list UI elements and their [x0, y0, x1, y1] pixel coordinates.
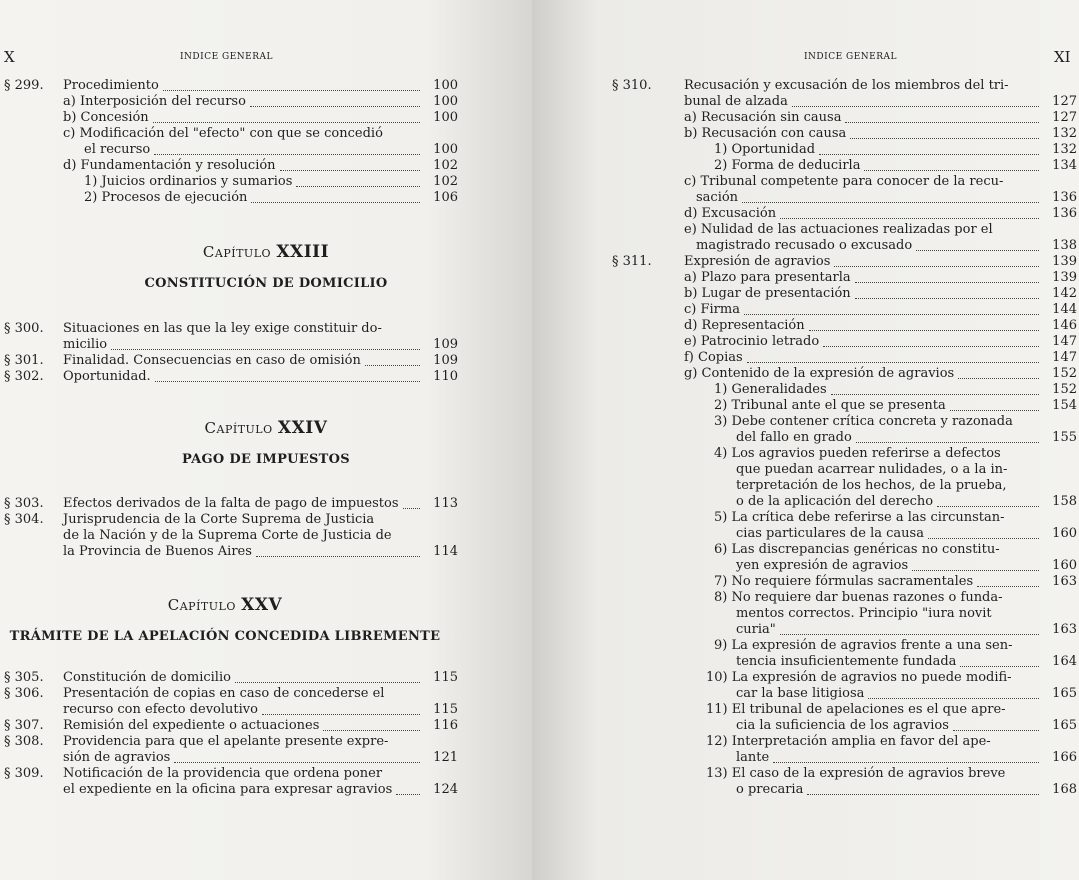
- toc-entry-text: d) Excusación: [684, 206, 777, 221]
- leader-dots: [163, 89, 420, 91]
- toc-entry-text: 5) La crítica debe referirse a las circunstan-: [714, 510, 1005, 525]
- toc-entry-text: curia": [736, 622, 776, 637]
- toc-entry-text: micilio: [63, 337, 108, 352]
- section-number: § 299.: [4, 78, 44, 93]
- leader-dots: [154, 153, 420, 155]
- toc-entry-text: recurso con efecto devolutivo: [63, 702, 258, 717]
- toc-entry-text: Jurisprudencia de la Corte Suprema de Justicia: [63, 512, 375, 527]
- toc-entry-text: 8) No requiere dar buenas razones o funda-: [714, 590, 1003, 605]
- toc-entry-text: 13) El caso de la expresión de agravios breve: [706, 766, 1006, 781]
- section-number: § 304.: [4, 512, 44, 527]
- toc-entry-text: mentos correctos. Principio "iura novit: [736, 606, 992, 621]
- toc-entry-text: 6) Las discrepancias genéricas no constitu-: [714, 542, 1000, 557]
- leader-dots: [912, 569, 1039, 571]
- toc-entry-text: e) Patrocinio letrado: [684, 334, 820, 349]
- toc-entry-text: Notificación de la providencia que ordena poner: [63, 766, 383, 781]
- toc-entry-text: magistrado recusado o excusado: [696, 238, 913, 253]
- page-folio: XI: [1054, 48, 1071, 66]
- page-number: 154: [1052, 398, 1077, 413]
- chapter-heading: [0, 242, 532, 262]
- toc-entry-text: el recurso: [84, 142, 151, 157]
- toc-entry: [714, 446, 1001, 462]
- toc-entry: [714, 510, 1005, 526]
- toc-entry-text: car la base litigiosa: [736, 686, 865, 701]
- toc-entry: [63, 369, 151, 385]
- toc-entry-text: Providencia para que el apelante presente expre-: [63, 734, 389, 749]
- leader-dots: [773, 761, 1039, 763]
- leader-dots: [928, 537, 1039, 539]
- toc-entry-text: Expresión de agravios: [684, 254, 831, 269]
- page-number: 127: [1052, 110, 1077, 125]
- leader-dots: [977, 585, 1039, 587]
- leader-dots: [365, 364, 420, 366]
- leader-dots: [747, 361, 1039, 363]
- toc-entry-text: Constitución de domicilio: [63, 670, 231, 685]
- toc-entry: [63, 766, 382, 782]
- toc-entry-text: 3) Debe contener crítica concreta y razonada: [714, 414, 1013, 429]
- toc-entry: [684, 334, 819, 350]
- chapter-label: Capítulo: [167, 596, 236, 614]
- leader-dots: [280, 169, 420, 171]
- section-number: § 306.: [4, 686, 44, 701]
- toc-entry-text: Recusación y excusación de los miembros del tri-: [684, 78, 1009, 93]
- toc-entry: [63, 126, 383, 142]
- leader-dots: [742, 201, 1039, 203]
- toc-entry-text: f) Copias: [684, 350, 743, 365]
- leader-dots: [111, 348, 420, 350]
- toc-entry: [714, 158, 860, 174]
- page-number: 136: [1052, 190, 1077, 205]
- page-number: 127: [1052, 94, 1077, 109]
- leader-dots: [780, 633, 1039, 635]
- toc-entry-text: g) Contenido de la expresión de agravios: [684, 366, 955, 381]
- toc-entry: [63, 94, 246, 110]
- leader-dots: [235, 681, 420, 683]
- toc-entry-text: 12) Interpretación amplia en favor del ape-: [706, 734, 991, 749]
- toc-entry: [63, 702, 258, 718]
- toc-entry: [736, 654, 956, 670]
- leader-dots: [323, 729, 420, 731]
- leader-dots: [153, 121, 420, 123]
- leader-dots: [823, 345, 1039, 347]
- toc-entry-text: c) Modificación del "efecto" con que se concedió: [63, 126, 383, 141]
- toc-entry-text: Oportunidad.: [63, 369, 151, 384]
- running-header: INDICE GENERAL: [180, 52, 273, 62]
- toc-entry: [706, 702, 1006, 718]
- section-number: § 308.: [4, 734, 44, 749]
- toc-entry-text: 10) La expresión de agravios no puede modifi-: [706, 670, 1012, 685]
- chapter-number: XXV: [241, 595, 283, 615]
- toc-entry-text: que puedan acarrear nulidades, o a la in-: [736, 462, 1008, 477]
- leader-dots: [780, 217, 1039, 219]
- leader-dots: [845, 121, 1039, 123]
- toc-entry-text: Situaciones en las que la ley exige constituir do-: [63, 321, 382, 336]
- toc-entry: [684, 318, 805, 334]
- toc-entry-text: Efectos derivados de la falta de pago de impuestos: [63, 496, 399, 511]
- leader-dots: [916, 249, 1039, 251]
- page-number: 160: [1052, 558, 1077, 573]
- toc-entry: [696, 238, 912, 254]
- toc-entry: [684, 350, 743, 366]
- toc-entry: [84, 190, 247, 206]
- toc-entry-text: b) Concesión: [63, 110, 149, 125]
- leader-dots: [396, 793, 420, 795]
- toc-entry-text: cias particulares de la causa: [736, 526, 924, 541]
- toc-entry-text: la Provincia de Buenos Aires: [63, 544, 252, 559]
- page-number: 144: [1052, 302, 1077, 317]
- page-number: 121: [433, 750, 458, 765]
- leader-dots: [958, 377, 1039, 379]
- page-number: 165: [1052, 686, 1077, 701]
- toc-entry: [714, 142, 815, 158]
- page-number: 166: [1052, 750, 1077, 765]
- page-number: 163: [1052, 574, 1077, 589]
- chapter-label: Capítulo: [204, 419, 273, 437]
- leader-dots: [250, 105, 420, 107]
- toc-entry: [63, 544, 252, 560]
- toc-entry-text: a) Plazo para presentarla: [684, 270, 851, 285]
- leader-dots: [831, 393, 1039, 395]
- toc-entry: [736, 782, 803, 798]
- toc-entry: [684, 286, 851, 302]
- leader-dots: [262, 713, 420, 715]
- leader-dots: [296, 185, 420, 187]
- toc-entry-text: 11) El tribunal de apelaciones es el que apre-: [706, 702, 1006, 717]
- toc-entry-text: yen expresión de agravios: [736, 558, 909, 573]
- toc-entry-text: Finalidad. Consecuencias en caso de omisión: [63, 353, 361, 368]
- toc-entry: [63, 512, 374, 528]
- toc-entry: [684, 302, 740, 318]
- page-number: 100: [433, 142, 458, 157]
- toc-entry: [736, 686, 864, 702]
- toc-entry: [736, 622, 776, 638]
- toc-entry: [63, 718, 319, 734]
- toc-entry: [736, 526, 924, 542]
- toc-entry: [684, 94, 788, 110]
- chapter-title: TRÁMITE DE LA APELACIÓN CONCEDIDA LIBREMENTE: [9, 629, 441, 644]
- toc-entry-text: sación: [696, 190, 739, 205]
- toc-entry: [63, 353, 361, 369]
- page-number: 158: [1052, 494, 1077, 509]
- toc-entry: [714, 638, 1013, 654]
- leader-dots: [807, 793, 1039, 795]
- toc-entry-text: de la Nación y de la Suprema Corte de Justicia de: [63, 528, 392, 543]
- toc-entry-text: Presentación de copias en caso de concederse el: [63, 686, 385, 701]
- section-number: § 305.: [4, 670, 44, 685]
- section-number: § 300.: [4, 321, 44, 336]
- page-number: 163: [1052, 622, 1077, 637]
- toc-entry-text: 2) Forma de deducirla: [714, 158, 861, 173]
- toc-entry: [63, 686, 384, 702]
- toc-entry: [84, 174, 292, 190]
- chapter-label: Capítulo: [202, 243, 272, 261]
- toc-entry-text: 1) Juicios ordinarios y sumarios: [84, 174, 293, 189]
- toc-entry: [706, 766, 1005, 782]
- section-number: § 307.: [4, 718, 44, 733]
- page-number: 124: [433, 782, 458, 797]
- toc-entry-text: o de la aplicación del derecho: [736, 494, 934, 509]
- left-page: [0, 0, 532, 880]
- section-number: § 311.: [612, 254, 652, 269]
- page-number: 102: [433, 158, 458, 173]
- page-number: 115: [433, 670, 458, 685]
- toc-entry: [63, 321, 382, 337]
- leader-dots: [256, 555, 420, 557]
- page-number: 160: [1052, 526, 1077, 541]
- toc-entry: [736, 478, 1007, 494]
- toc-entry: [63, 750, 170, 766]
- toc-entry-text: el expediente en la oficina para expresar agravios: [63, 782, 393, 797]
- toc-entry: [684, 366, 954, 382]
- toc-entry: [736, 750, 769, 766]
- page-number: 168: [1052, 782, 1077, 797]
- toc-entry-text: o precaria: [736, 782, 804, 797]
- leader-dots: [155, 380, 420, 382]
- toc-entry: [63, 734, 388, 750]
- toc-entry: [63, 782, 392, 798]
- leader-dots: [850, 137, 1039, 139]
- page-number: 114: [433, 544, 458, 559]
- toc-entry: [684, 254, 830, 270]
- toc-entry-text: d) Fundamentación y resolución: [63, 158, 276, 173]
- page-number: 152: [1052, 382, 1077, 397]
- toc-entry-text: cia la suficiencia de los agravios: [736, 718, 949, 733]
- toc-entry-text: tencia insuficientemente fundada: [736, 654, 957, 669]
- page-number: 100: [433, 110, 458, 125]
- chapter-title: PAGO DE IMPUESTOS: [182, 452, 350, 467]
- toc-entry: [684, 270, 851, 286]
- chapter-number: XXIV: [277, 418, 328, 438]
- leader-dots: [953, 729, 1039, 731]
- section-number: § 309.: [4, 766, 44, 781]
- toc-entry-text: b) Recusación con causa: [684, 126, 847, 141]
- toc-entry: [63, 528, 392, 544]
- page-number: 146: [1052, 318, 1077, 333]
- page-number: 110: [433, 369, 458, 384]
- page-number: 165: [1052, 718, 1077, 733]
- section-number: § 310.: [612, 78, 652, 93]
- leader-dots: [937, 505, 1039, 507]
- leader-dots: [856, 441, 1039, 443]
- toc-entry: [736, 430, 852, 446]
- page-number: 147: [1052, 350, 1077, 365]
- toc-entry-text: 7) No requiere fórmulas sacramentales: [714, 574, 974, 589]
- toc-entry: [63, 110, 149, 126]
- toc-entry-text: lante: [736, 750, 770, 765]
- toc-entry: [63, 158, 276, 174]
- page-number: 116: [433, 718, 458, 733]
- toc-entry: [706, 670, 1012, 686]
- section-number: § 301.: [4, 353, 44, 368]
- toc-entry-text: 2) Tribunal ante el que se presenta: [714, 398, 946, 413]
- toc-entry-text: Remisión del expediente o actuaciones: [63, 718, 320, 733]
- toc-entry-text: 2) Procesos de ejecución: [84, 190, 248, 205]
- page-number: 132: [1052, 142, 1077, 157]
- toc-entry-text: del fallo en grado: [736, 430, 852, 445]
- leader-dots: [868, 697, 1039, 699]
- toc-entry-text: 9) La expresión de agravios frente a una sen-: [714, 638, 1013, 653]
- toc-entry: [84, 142, 150, 158]
- page-number: 100: [433, 94, 458, 109]
- toc-entry-text: 1) Generalidades: [714, 382, 827, 397]
- leader-dots: [744, 313, 1039, 315]
- toc-entry: [684, 222, 993, 238]
- leader-dots: [809, 329, 1039, 331]
- toc-entry: [736, 718, 949, 734]
- toc-entry: [684, 206, 776, 222]
- running-header: INDICE GENERAL: [804, 52, 897, 62]
- toc-entry: [714, 414, 1013, 430]
- leader-dots: [251, 201, 420, 203]
- toc-entry: [684, 78, 1009, 94]
- toc-entry: [684, 174, 1003, 190]
- toc-entry-text: bunal de alzada: [684, 94, 788, 109]
- toc-entry: [684, 126, 846, 142]
- leader-dots: [792, 105, 1039, 107]
- toc-entry-text: Procedimiento: [63, 78, 159, 93]
- section-number: § 303.: [4, 496, 44, 511]
- toc-entry-text: 4) Los agravios pueden referirse a defectos: [714, 446, 1001, 461]
- page-number: 139: [1052, 254, 1077, 269]
- toc-entry-text: d) Representación: [684, 318, 805, 333]
- chapter-title: CONSTITUCIÓN DE DOMICILIO: [144, 276, 388, 291]
- page-number: 100: [433, 78, 458, 93]
- toc-entry-text: a) Interposición del recurso: [63, 94, 246, 109]
- toc-entry: [696, 190, 738, 206]
- page-number: 113: [433, 496, 458, 511]
- toc-entry-text: terpretación de los hechos, de la prueba,: [736, 478, 1007, 493]
- toc-entry: [63, 337, 107, 353]
- page-number: 155: [1052, 430, 1077, 445]
- page-number: 138: [1052, 238, 1077, 253]
- page-number: 109: [433, 353, 458, 368]
- leader-dots: [950, 409, 1039, 411]
- page-number: 142: [1052, 286, 1077, 301]
- page-number: 147: [1052, 334, 1077, 349]
- toc-entry: [714, 382, 827, 398]
- toc-entry: [63, 496, 399, 512]
- page-number: 134: [1052, 158, 1077, 173]
- toc-entry: [63, 78, 159, 94]
- page-number: 152: [1052, 366, 1077, 381]
- page-number: 132: [1052, 126, 1077, 141]
- page-number: 102: [433, 174, 458, 189]
- toc-entry-text: b) Lugar de presentación: [684, 286, 851, 301]
- toc-entry: [736, 462, 1007, 478]
- page-number: 106: [433, 190, 458, 205]
- leader-dots: [834, 265, 1039, 267]
- toc-entry: [63, 670, 231, 686]
- page-number: 164: [1052, 654, 1077, 669]
- leader-dots: [864, 169, 1039, 171]
- toc-entry: [714, 542, 1000, 558]
- leader-dots: [855, 297, 1039, 299]
- toc-entry: [736, 606, 992, 622]
- toc-entry-text: c) Tribunal competente para conocer de la recu-: [684, 174, 1004, 189]
- toc-entry: [706, 734, 991, 750]
- leader-dots: [960, 665, 1039, 667]
- leader-dots: [174, 761, 420, 763]
- page-number: 136: [1052, 206, 1077, 221]
- toc-entry-text: e) Nulidad de las actuaciones realizadas por el: [684, 222, 993, 237]
- right-page: [532, 0, 1079, 880]
- toc-entry-text: 1) Oportunidad: [714, 142, 816, 157]
- leader-dots: [855, 281, 1039, 283]
- toc-entry: [736, 558, 908, 574]
- chapter-number: XXIII: [276, 242, 330, 262]
- toc-entry: [714, 574, 973, 590]
- toc-entry-text: a) Recusación sin causa: [684, 110, 842, 125]
- toc-entry-text: c) Firma: [684, 302, 740, 317]
- page-number: 139: [1052, 270, 1077, 285]
- toc-entry-text: sión de agravios: [63, 750, 171, 765]
- page-number: 109: [433, 337, 458, 352]
- chapter-heading: [0, 595, 450, 615]
- leader-dots: [819, 153, 1039, 155]
- chapter-heading: [0, 418, 532, 438]
- section-number: § 302.: [4, 369, 44, 384]
- toc-entry: [736, 494, 933, 510]
- leader-dots: [403, 507, 421, 509]
- page-folio: X: [4, 48, 15, 66]
- toc-entry: [714, 590, 1003, 606]
- toc-entry: [684, 110, 841, 126]
- page-number: 115: [433, 702, 458, 717]
- toc-entry: [714, 398, 946, 414]
